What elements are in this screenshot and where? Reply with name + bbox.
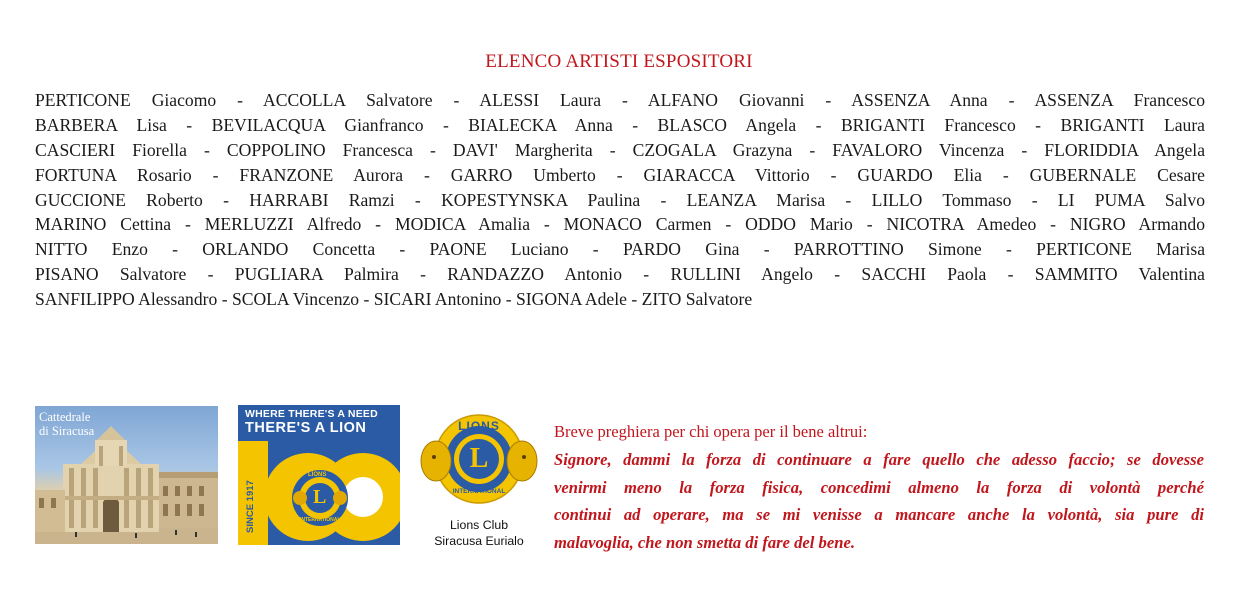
cathedral-photo	[35, 406, 218, 544]
lions100-slogan-line1: WHERE THERE'S A NEED	[245, 408, 378, 420]
lions-international-logo	[420, 405, 538, 550]
artist-line: FORTUNA Rosario - FRANZONE Aurora - GARRO Umberto - GIARACCA Vittorio - GUARDO Elia - GUBERNALE Cesare	[35, 164, 1205, 185]
artist-line: MARINO Cettina - MERLUZZI Alfredo - MODICA Amalia - MONACO Carmen - ODDO Mario - NICOTRA Amedeo - NIGRO Armando	[35, 214, 1205, 235]
club-name-line2: Siracusa Eurialo	[434, 533, 524, 548]
page-title: ELENCO ARTISTI ESPOSITORI	[485, 51, 753, 72]
artist-list	[35, 88, 1205, 312]
prayer-text	[554, 446, 1204, 556]
prayer-line: malavoglia, che non smetta di fare del bene.	[554, 532, 855, 552]
lions-100-logo	[238, 405, 400, 545]
lions-emblem-bottom: INTERNATIONAL	[452, 488, 506, 495]
lions-emblem-letter: L	[469, 443, 489, 474]
prayer-heading: Breve preghiera per chi opera per il bene altrui:	[554, 422, 868, 441]
lions100-slogan-line2: THERE'S A LION	[245, 420, 367, 436]
artist-line: BARBERA Lisa - BEVILACQUA Gianfranco - BIALECKA Anna - BLASCO Angela - BRIGANTI Francesco - BRIGANTI Laura	[35, 114, 1205, 135]
prayer-line: Signore, dammi la forza di continuare a fare quello che adesso faccio; se dovesse	[554, 450, 1204, 469]
club-name	[420, 518, 538, 549]
club-name-line1: Lions Club	[449, 518, 509, 532]
artist-line: CASCIERI Fiorella - COPPOLINO Francesca - DAVI' Margherita - CZOGALA Grazyna - FAVALORO Vincenza - FLORIDDIA Angela	[35, 139, 1205, 160]
artist-line: PERTICONE Giacomo - ACCOLLA Salvatore - ALESSI Laura - ALFANO Giovanni - ASSENZA Anna - ASSENZA Francesco	[35, 90, 1205, 110]
prayer-line: continui ad operare, ma se mi venisse a mancare anche la volontà, sia pure di	[554, 505, 1204, 524]
lions100-emblem-bottom: INTERNATIONAL	[300, 517, 341, 523]
cathedral-caption-line2: di Siracusa	[39, 424, 95, 438]
artist-line: PISANO Salvatore - PUGLIARA Palmira - RANDAZZO Antonio - RULLINI Angelo - SACCHI Paola - SAMMITO Valentina	[35, 264, 1205, 285]
lions100-since: SINCE 1917	[245, 480, 256, 533]
lions100-emblem-top: LIONS	[308, 472, 327, 478]
artist-line: SANFILIPPO Alessandro - SCOLA Vincenzo - SICARI Antonino - SIGONA Adele - ZITO Salvatore	[35, 289, 753, 310]
artist-line: NITTO Enzo - ORLANDO Concetta - PAONE Luciano - PARDO Gina - PARROTTINO Simone - PERTICONE Marisa	[35, 239, 1205, 260]
lions100-emblem-letter: L	[313, 486, 327, 508]
cathedral-caption-line1: Cattedrale	[39, 410, 91, 424]
prayer-line: venirmi meno la forza fisica, concedimi almeno la forza di volontà perché	[554, 477, 1204, 497]
artist-line: GUCCIONE Roberto - HARRABI Ramzi - KOPESTYNSKA Paulina - LEANZA Marisa - LILLO Tommaso - LI PUMA Salvo	[35, 189, 1205, 210]
lions-emblem-top: LIONS	[458, 419, 500, 433]
cathedral-caption	[39, 410, 94, 438]
